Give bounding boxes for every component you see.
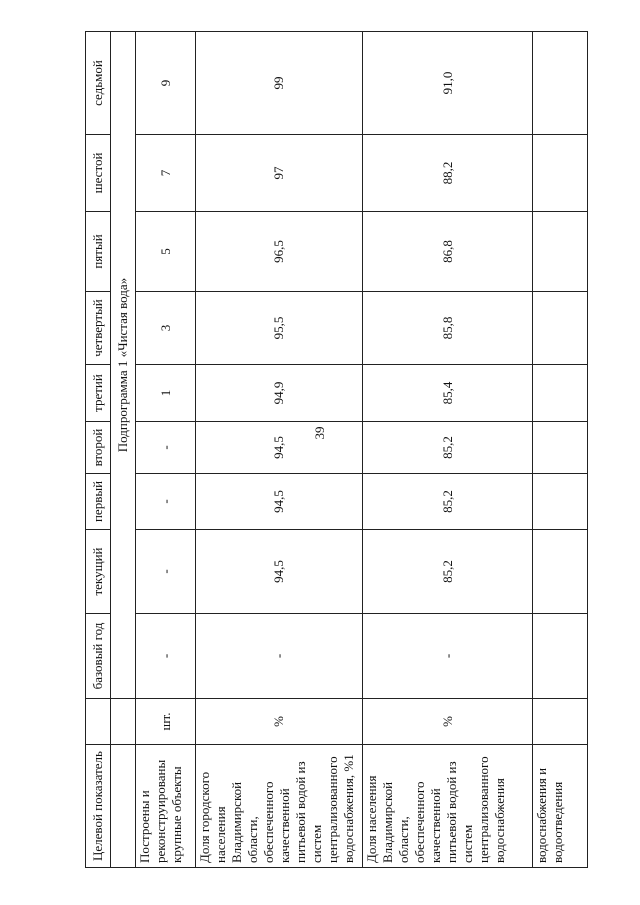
value-third: 85,4 <box>363 365 533 422</box>
unit-cell: % <box>196 699 363 745</box>
value-seventh: 9 <box>136 32 196 135</box>
header-seventh: седьмой <box>86 32 111 135</box>
subprogram-blank-cell <box>111 699 136 745</box>
table-row <box>533 32 588 868</box>
value-first <box>533 474 588 530</box>
value-current: 85,2 <box>363 530 533 614</box>
table-row <box>136 32 196 868</box>
value-base-year: - <box>363 614 533 699</box>
value-fifth: 5 <box>136 212 196 292</box>
value-fourth: 3 <box>136 292 196 365</box>
header-third: третий <box>86 365 111 422</box>
value-seventh: 99 <box>196 32 363 135</box>
value-current: 94,5 <box>196 530 363 614</box>
value-fifth: 86,8 <box>363 212 533 292</box>
header-row <box>86 32 111 868</box>
value-second: - <box>136 422 196 474</box>
header-sixth: шестой <box>86 135 111 212</box>
targets-table <box>85 31 588 868</box>
value-first: 85,2 <box>363 474 533 530</box>
value-third <box>533 365 588 422</box>
value-fifth: 96,5 <box>196 212 363 292</box>
header-second: второй <box>86 422 111 474</box>
unit-cell <box>533 699 588 745</box>
subprogram-row <box>111 32 136 868</box>
header-current: текущий <box>86 530 111 614</box>
table-row <box>363 32 533 868</box>
value-first: - <box>136 474 196 530</box>
value-fourth <box>533 292 588 365</box>
value-first: 94,5 <box>196 474 363 530</box>
value-seventh <box>533 32 588 135</box>
value-fifth <box>533 212 588 292</box>
value-seventh: 91,0 <box>363 32 533 135</box>
header-indicator: Целевой показатель <box>86 745 111 868</box>
unit-cell: шт. <box>136 699 196 745</box>
value-base-year: - <box>136 614 196 699</box>
subprogram-title: Подпрограмма 1 «Чистая вода» <box>111 32 136 699</box>
header-base-year: базовый год <box>86 614 111 699</box>
value-sixth: 88,2 <box>363 135 533 212</box>
value-second <box>533 422 588 474</box>
indicator-name: Доля городского населения Владимирской области, обеспеченного качественной питьевой водой из систем централизованного водоснабжения, %1 <box>196 745 363 868</box>
value-third: 1 <box>136 365 196 422</box>
value-base-year: - <box>196 614 363 699</box>
value-current: - <box>136 530 196 614</box>
value-sixth: 7 <box>136 135 196 212</box>
value-sixth <box>533 135 588 212</box>
header-fifth: пятый <box>86 212 111 292</box>
value-third: 94,9 <box>196 365 363 422</box>
indicator-name: Построены и реконструированы крупные объекты <box>136 745 196 868</box>
value-base-year <box>533 614 588 699</box>
value-current <box>533 530 588 614</box>
header-fourth: четвертый <box>86 292 111 365</box>
header-unit <box>86 699 111 745</box>
table-row <box>196 32 363 868</box>
rotated-table-container <box>85 32 587 868</box>
unit-cell: % <box>363 699 533 745</box>
value-fourth: 95,5 <box>196 292 363 365</box>
value-second: 85,2 <box>363 422 533 474</box>
value-sixth: 97 <box>196 135 363 212</box>
header-first: первый <box>86 474 111 530</box>
indicator-name: Доля населения Владимирской области, обеспеченного качественной питьевой водой из систем централизованного водоснабжения <box>363 745 533 868</box>
value-second: 94,5 <box>196 422 363 474</box>
subprogram-blank-cell <box>111 745 136 868</box>
value-fourth: 85,8 <box>363 292 533 365</box>
page-number: 39 <box>312 426 327 440</box>
indicator-name: водоснабжения и водоотведения <box>533 745 588 868</box>
